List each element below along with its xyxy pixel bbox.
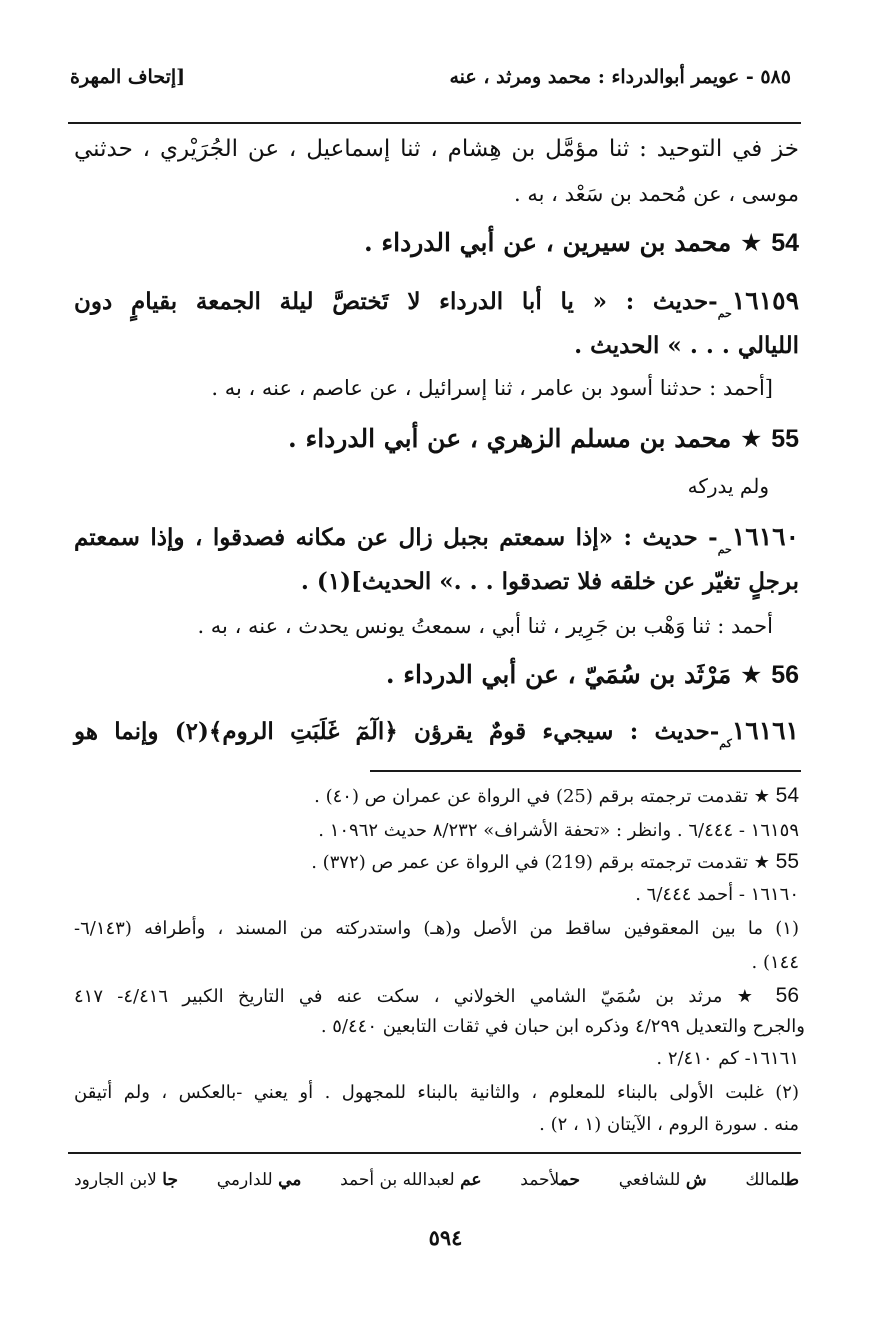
- hadith-16159: [74, 286, 799, 320]
- hadith-text: -حديث : سيجيء قومٌ يقرؤن ﴿الٓمٓ غَلَبَتِ الروم﴾(٢) وإنما هو: [74, 718, 720, 745]
- text-line: موسى ، عن مُحمد بن سَعْد ، به .: [514, 182, 799, 206]
- source-line: أحمد : ثنا وَهْب بن جَرِير ، ثنا أبي ، سمعتُ يونس يحدث ، عنه ، به .: [197, 614, 773, 638]
- key-item: مي للدارمي: [216, 1170, 302, 1190]
- narrator-name: محمد بن سيرين ، عن أبي الدرداء .: [363, 228, 732, 257]
- footnote-2-cont: منه . سورة الروم ، الآيتان (١ ، ٢) .: [539, 1114, 799, 1135]
- hadith-text: - حديث : «إذا سمعتم بجبل زال عن مكانه فصدقوا ، وإذا سمعتم: [74, 524, 718, 551]
- footnote-text: مرثد بن سُمَيّ الشامي الخولاني ، سكت عنه في التاريخ الكبير ٤/٤١٦- ٤١٧: [74, 986, 723, 1007]
- narrator-name: محمد بن مسلم الزهري ، عن أبي الدرداء .: [288, 424, 732, 453]
- running-header-section: ٥٨٥ - عويمر أبوالدرداء : محمد ومرثد ، عنه: [449, 66, 791, 88]
- footnote-56-cont: والجرح والتعديل ٤/٢٩٩ وذكره ابن حبان في ثقات التابعين ٥/٤٤٠ .: [320, 1016, 805, 1037]
- narrator-entry-54: [364, 228, 799, 258]
- source-code: حم: [717, 307, 732, 320]
- star-icon: ★: [753, 852, 770, 873]
- running-header-book: [إتحاف المهرة: [70, 66, 186, 88]
- key-item: طلمالك: [745, 1170, 799, 1190]
- star-icon: ★: [740, 424, 763, 453]
- hadith-number: ١٦١٥٩: [731, 286, 799, 315]
- footnote-1: (١) ما بين المعقوفين ساقط من الأصل و(هـ) واستدركته من المسند ، وأطرافه (٦/١٤٣-: [74, 918, 799, 939]
- text-line: برجلٍ تغيّر عن خلقه فلا تصدقوا . . .» الحديث](١) .: [300, 568, 799, 595]
- footnote-16161: ١٦١٦١- كم ٢/٤١٠ .: [656, 1048, 799, 1069]
- narrator-entry-55: [288, 424, 799, 454]
- hadith-16160: [74, 522, 799, 556]
- text-line: الليالي . . . » الحديث .: [574, 332, 799, 359]
- abbreviation-key: [74, 1170, 799, 1190]
- footnote-text: تقدمت ترجمته برقم (25) في الرواة عن عمران ص (٤٠) .: [314, 786, 749, 807]
- footnote-16160: ١٦١٦٠ - أحمد ٦/٤٤٤ .: [635, 884, 799, 905]
- header-rule: [68, 122, 801, 124]
- footnote-2: (٢) غلبت الأولى بالبناء للمعلوم ، والثانية بالبناء للمجهول . أو يعني -بالعكس ، ولم أتيقن: [74, 1082, 799, 1103]
- footnote-text: تقدمت ترجمته برقم (219) في الرواة عن عمر ص (٣٧٢) .: [311, 852, 749, 873]
- source-line: [أحمد : حدثنا أسود بن عامر ، ثنا إسرائيل ، عن عاصم ، عنه ، به .: [211, 376, 773, 400]
- star-icon: ★: [740, 228, 763, 257]
- footnote-number: 55: [775, 850, 799, 873]
- source-code: كم: [719, 737, 732, 750]
- hadith-number: ١٦١٦١: [731, 716, 799, 745]
- hadith-text: -حديث : « يا أبا الدرداء لا تَختصَّ ليلة الجمعة بقيامٍ دون: [74, 288, 718, 315]
- key-item: عم لعبدالله بن أحمد: [340, 1170, 482, 1190]
- footnote-1-cont: ١٤٤) .: [751, 952, 799, 973]
- hadith-16161: [74, 716, 799, 750]
- key-item: حملأحمد: [520, 1170, 581, 1190]
- narrator-name: مَرْثَد بن سُمَيّ ، عن أبي الدرداء .: [385, 660, 732, 689]
- footnote-54: [314, 784, 799, 808]
- star-icon: ★: [740, 660, 763, 689]
- text-line: خز في التوحيد : ثنا مؤمَّل بن هِشام ، ثنا إسماعيل ، عن الجُرَيْري ، حدثني: [74, 136, 799, 162]
- footnote-16159: ١٦١٥٩ - ٦/٤٤٤ . وانظر : «تحفة الأشراف» ٨/٢٣٢ حديث ١٠٩٦٢ .: [318, 820, 799, 841]
- footnote-number: 54: [775, 784, 799, 807]
- footnote-55: [311, 850, 799, 874]
- key-rule: [68, 1152, 801, 1154]
- narrator-number: 54: [771, 229, 799, 257]
- footnote-number: 56: [775, 984, 799, 1007]
- hadith-number: ١٦١٦٠: [731, 522, 799, 551]
- page-number: ٥٩٤: [428, 1225, 463, 1250]
- star-icon: ★: [736, 986, 762, 1007]
- footnote-rule: [370, 770, 801, 772]
- key-item: ش للشافعي: [618, 1170, 707, 1190]
- source-code: حم: [717, 543, 732, 556]
- footnote-56: [74, 984, 799, 1008]
- star-icon: ★: [753, 786, 770, 807]
- narrator-entry-56: [386, 660, 799, 690]
- narrator-number: 55: [771, 425, 799, 453]
- narrator-note: ولم يدركه: [687, 474, 769, 498]
- key-item: جا لابن الجارود: [74, 1170, 178, 1190]
- narrator-number: 56: [771, 661, 799, 689]
